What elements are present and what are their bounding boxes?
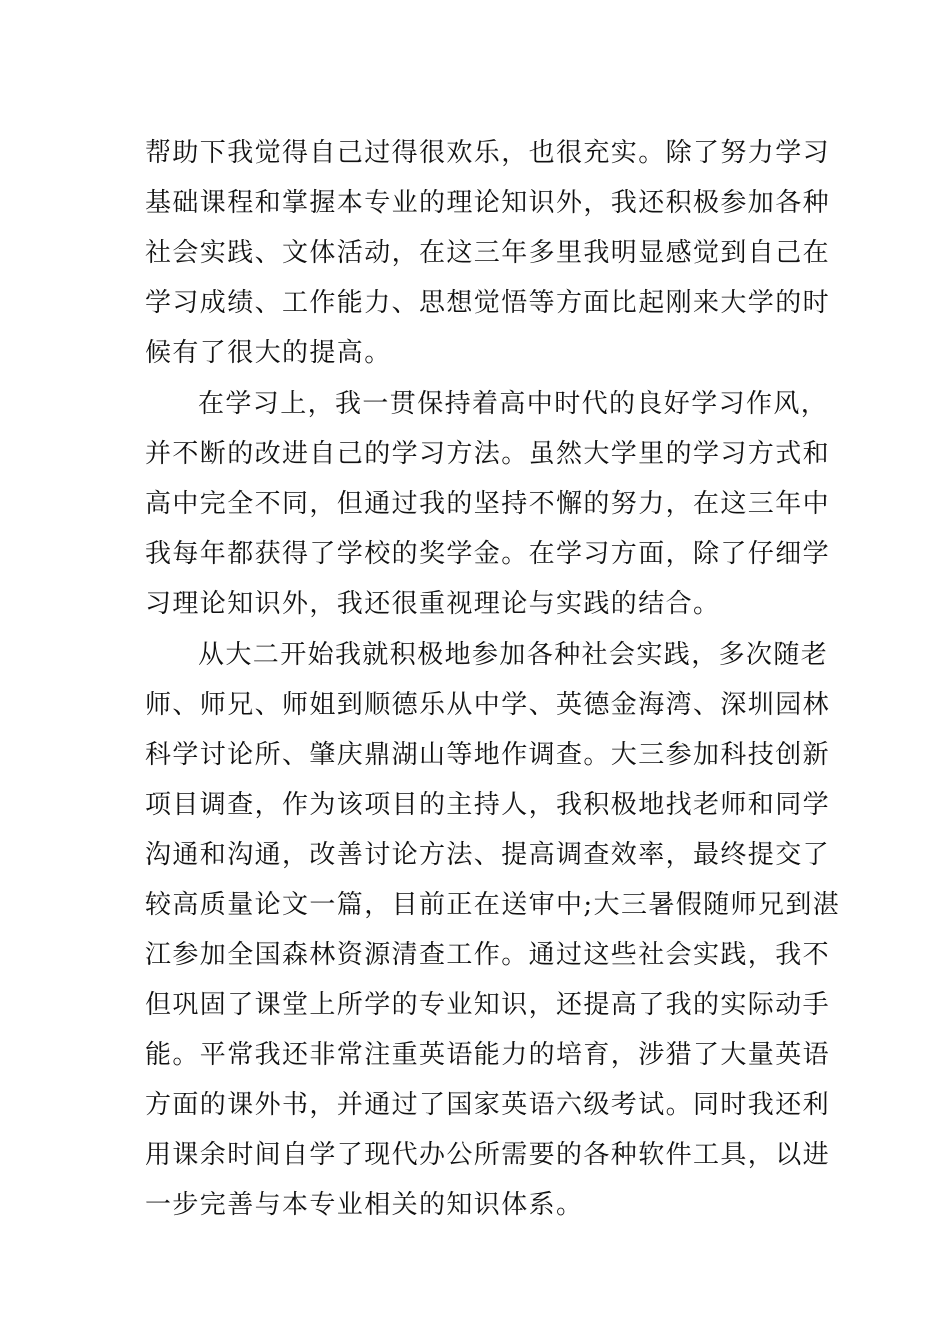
text-line: 能。平常我还非常注重英语能力的培育，涉猎了大量英语 (145, 1040, 831, 1070)
text-line: 在学习上，我一贯保持着高中时代的良好学习作风， (198, 389, 829, 419)
text-line: 较高质量论文一篇，目前正在送审中;大三暑假随师兄到湛 (145, 890, 841, 920)
text-line: 江参加全国森林资源清查工作。通过这些社会实践，我不 (145, 940, 831, 970)
text-line: 并不断的改进自己的学习方法。虽然大学里的学习方式和 (145, 439, 831, 469)
text-line: 方面的课外书，并通过了国家英语六级考试。同时我还利 (145, 1090, 831, 1120)
text-line: 候有了很大的提高。 (145, 338, 392, 368)
text-line: 社会实践、文体活动，在这三年多里我明显感觉到自己在 (145, 238, 831, 268)
text-line: 沟通和沟通，改善讨论方法、提高调查效率，最终提交了 (145, 840, 831, 870)
text-line: 师、师兄、师姐到顺德乐从中学、英德金海湾、深圳园林 (145, 690, 831, 720)
text-line: 基础课程和掌握本专业的理论知识外，我还积极参加各种 (145, 188, 831, 218)
text-line: 科学讨论所、肇庆鼎湖山等地作调查。大三参加科技创新 (145, 740, 831, 770)
paragraph-1 (145, 128, 831, 378)
document-body (145, 128, 841, 1230)
text-line: 从大二开始我就积极地参加各种社会实践，多次随老 (198, 640, 829, 670)
text-line: 习理论知识外，我还很重视理论与实践的结合。 (145, 589, 721, 619)
text-line: 但巩固了课堂上所学的专业知识，还提高了我的实际动手 (145, 990, 831, 1020)
text-line: 学习成绩、工作能力、思想觉悟等方面比起刚来大学的时 (145, 288, 831, 318)
paragraph-3 (145, 630, 841, 1230)
text-line: 项目调查，作为该项目的主持人，我积极地找老师和同学 (145, 790, 831, 820)
paragraph-2 (145, 379, 831, 629)
text-line: 高中完全不同，但通过我的坚持不懈的努力，在这三年中 (145, 489, 831, 519)
text-line: 我每年都获得了学校的奖学金。在学习方面，除了仔细学 (145, 539, 831, 569)
text-line: 一步完善与本专业相关的知识体系。 (145, 1190, 584, 1220)
text-line: 用课余时间自学了现代办公所需要的各种软件工具，以进 (145, 1140, 831, 1170)
text-line: 帮助下我觉得自己过得很欢乐，也很充实。除了努力学习 (145, 138, 831, 168)
